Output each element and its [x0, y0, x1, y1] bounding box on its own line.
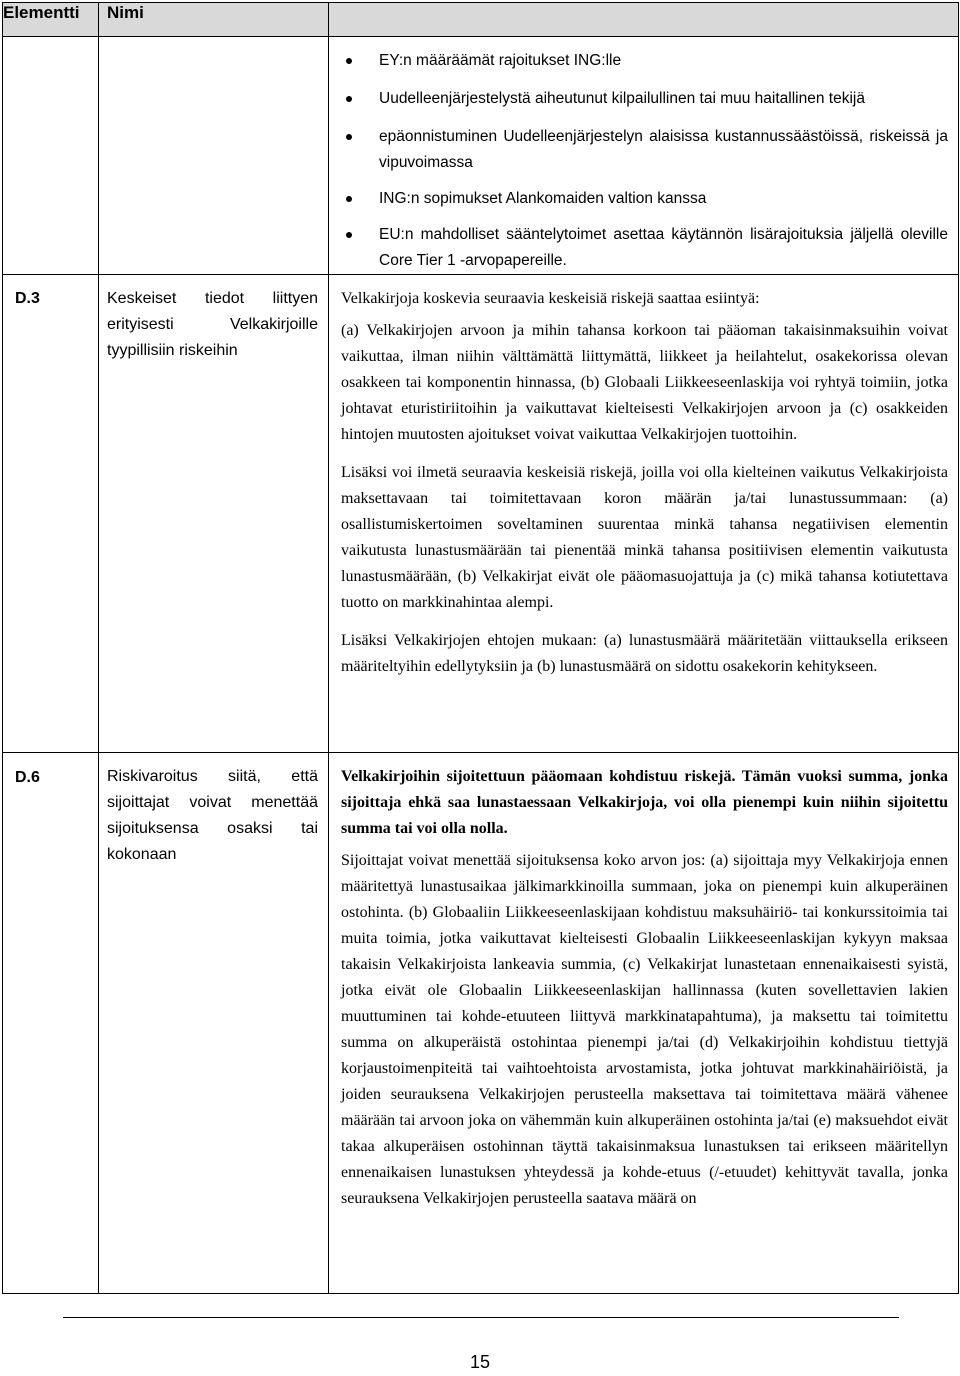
paragraph: Sijoittajat voivat menettää sijoituksensa koko arvon jos: (a) sijoittaja myy Velkakirjoja ennen määritettyä lunastusaikaa jälkimarkkinoilla summaan, joka on pienempi kuin alkuperäinen ostohinta. (b) Globaaliin Liikkeeseenlaskijaan kohdistuu maksuhäiriö- tai konkurssitoimia tai muita toimia, jotka vaikuttavat kielteisesti Globaalin Liikkeeseenlaskijan kykyyn maksaa takaisin Velkakirjoista lankeavia summia, (c) Velkakirjat lunastetaan ennenaikaisesti syistä, jotka eivät ole Globaalin Liikkeeseenlaskijan hallinnassa (kuten sovellettavien lakien muuttuminen tai kohde-etuuteen liittyvä markkinatapahtuma), ja maksettu tai toimitettu summa on alkuperäistä ostohintaa pienempi ja/tai (d) Velkakirjoihin kohdistuu tiettyjä korjaustoimenpiteitä tai vaihtoehtoista arvostamista, jotka johtuvat markkinahäiriöistä, ja joiden seurauksena Velkakirjojen perusteella maksettava tai toimitettava määrä vähenee määrään tai arvoon joka on vähemmän kuin alkuperäinen ostohinta ja/tai (e) maksuehdot eivät takaa alkuperäisen ostohinnan täyttä takaisinmaksua lunastuksen tai erikseen määritellyn ennenaikaisen lunastuksen yhteydessä ja kohde-etuus (/-etuudet) kehittyvät tavalla, jonka seurauksena Velkakirjojen perusteella saatava määrä on	[341, 852, 948, 1207]
table-row-d3	[3, 275, 959, 753]
bullet-icon	[346, 196, 352, 202]
list-item: epäonnistuminen Uudelleenjärjestelyn alaisissa kustannussäästöissä, riskeissä ja vipuvoimassa	[341, 124, 948, 176]
list-item: EY:n määräämät rajoitukset ING:lle	[341, 48, 948, 74]
list-item: EU:n mahdolliset sääntelytoimet asettaa käytännön lisärajoituksia jäljellä oleville Core Tier 1 -arvopapereille.	[341, 222, 948, 274]
cell-content-bullets	[329, 37, 959, 275]
header-element: Elementti	[3, 3, 99, 37]
element-id: D.3	[3, 275, 99, 753]
header-name: Nimi	[99, 3, 329, 37]
table-header-row	[3, 3, 959, 37]
list-item: Uudelleenjärjestelystä aiheutunut kilpailullinen tai muu haitallinen tekijä	[341, 86, 948, 112]
cell-name-empty	[99, 37, 329, 275]
element-content	[329, 753, 959, 1294]
paragraph: (a) Velkakirjojen arvoon ja mihin tahansa korkoon tai pääoman takaisinmaksuihin voivat vaikuttaa, ilman niihin välttämättä liittymättä, liikkeet ja heilahtelut, osakekorissa olevan osakkeen tai komponentin hinnassa, (b) Globaali Liikkeeseenlaskija voi ryhtyä toimiin, jotka johtavat eturistiriitoihin ja vaikuttavat kielteisesti Velkakirjojen arvoon ja (c) osakkeiden hintojen muutosten ajoitukset voivat vaikuttaa Velkakirjojen tuottoihin.	[341, 322, 948, 443]
paragraph: Lisäksi Velkakirjojen ehtojen mukaan: (a) lunastusmäärä määritetään viittauksella erikseen määriteltyihin edellytyksiin ja (b) lunastusmäärä on sidottu osakekorin kehitykseen.	[341, 632, 948, 675]
warning-paragraph: Velkakirjoihin sijoitettuun pääomaan kohdistuu riskejä. Tämän vuoksi summa, jonka sijoittaja ehkä saa lunastaessaan Velkakirjoja, voi olla pienempi kuin niihin sijoitettu summa tai voi olla nolla.	[341, 768, 948, 837]
list-item: ING:n sopimukset Alankomaiden valtion kanssa	[341, 186, 948, 212]
summary-table	[2, 2, 959, 1294]
bullet-list	[341, 48, 948, 274]
footer-divider	[63, 1317, 899, 1318]
header-content	[329, 3, 959, 37]
bullet-icon	[346, 134, 352, 140]
element-content	[329, 275, 959, 753]
cell-element-empty	[3, 37, 99, 275]
bullet-icon	[346, 232, 352, 238]
paragraph: Velkakirjoja koskevia seuraavia keskeisiä riskejä saattaa esiintyä:	[341, 290, 760, 307]
table-row-d6	[3, 753, 959, 1294]
table-row-continued	[3, 37, 959, 275]
page-number: 15	[469, 1352, 491, 1372]
element-name: Keskeiset tiedot liittyen erityisesti Velkakirjoille tyypillisiin riskeihin	[99, 275, 329, 753]
bullet-icon	[346, 96, 352, 102]
element-name: Riskivaroitus siitä, että sijoittajat voivat menettää sijoituksensa osaksi tai kokonaan	[99, 753, 329, 1294]
bullet-icon	[346, 58, 352, 64]
paragraph: Lisäksi voi ilmetä seuraavia keskeisiä riskejä, joilla voi olla kielteinen vaikutus Velkakirjoista maksettavaan tai toimitettavaan koron määrän ja/tai lunastussummaan: (a) osallistumiskertoimen soveltaminen suurentaa minkä tahansa negatiivisen elementin vaikutusta lunastusmäärään tai pienentää minkä tahansa positiivisen elementin vaikutusta lunastusmäärään, (b) Velkakirjat eivät ole pääomasuojattuja ja (c) mikä tahansa kotiutettava tuotto on markkinahintaa alempi.	[341, 464, 948, 611]
element-id: D.6	[3, 753, 99, 1294]
